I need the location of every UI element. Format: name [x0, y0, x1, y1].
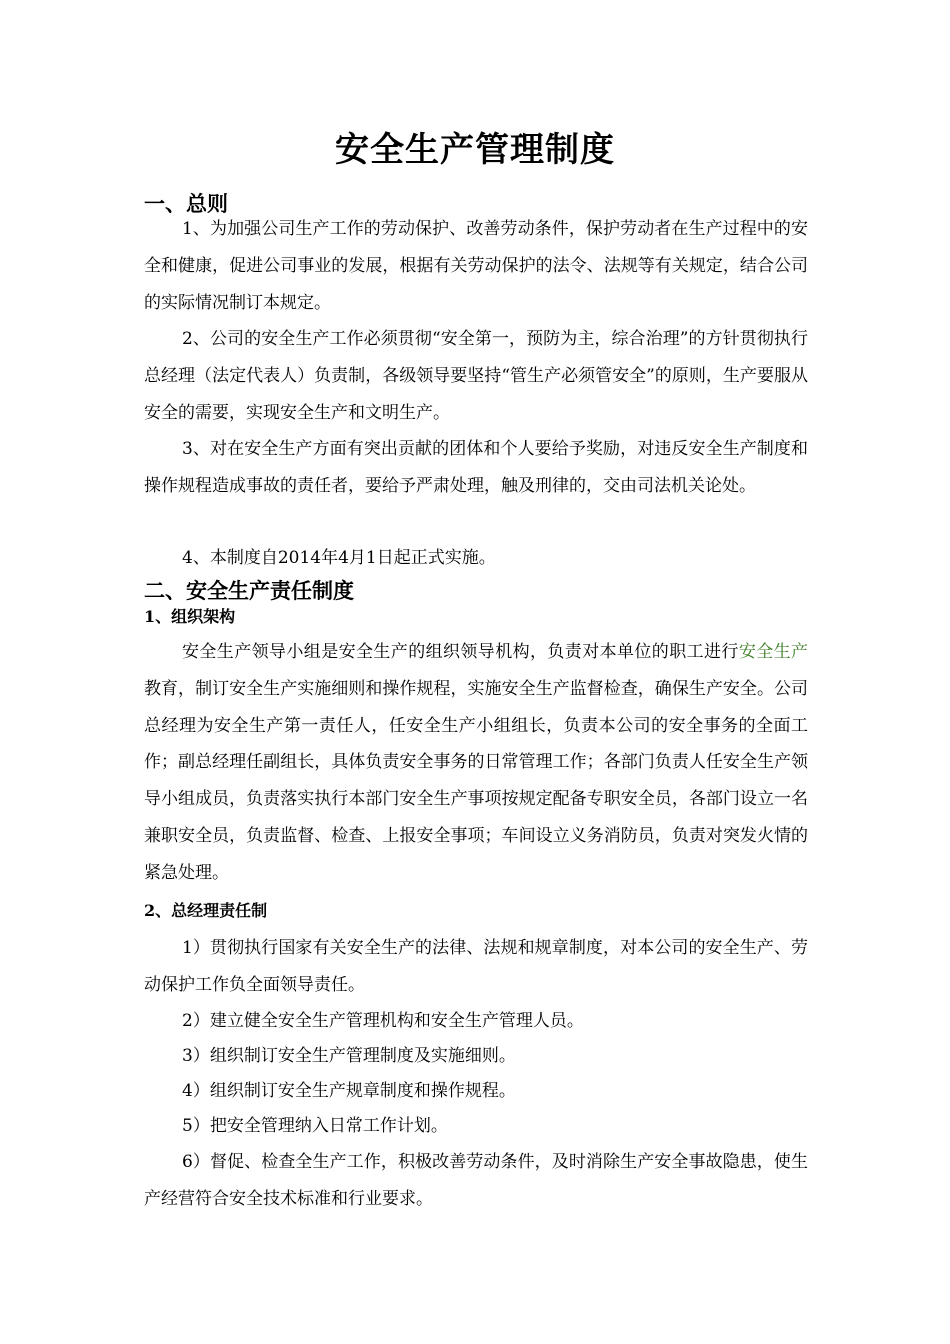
organization-text-end: 教育，制订安全生产实施细则和操作规程，实施安全生产监督检查，确保生产安全。公司总经理为安全生产第一责任人，任安全生产小组组长，负责本公司的安全事务的全面工作；副总经理任副组长，具体负责安全事务的日常管理工作；各部门负责人任安全生产领导小组成员，负责落实执行本部门安全生产事项按规定配备专职安全员，各部门设立一名兼职安全员，负责监督、检查、上报安全事项；车间设立义务消防员，负责对突发火情的紧急处理。 [144, 678, 808, 883]
paragraph-general-4: 4、本制度自2014年4月1日起正式实施。 [182, 548, 496, 568]
subsection-heading-gm-responsibility: 2、总经理责任制 [144, 901, 268, 920]
paragraph-organization [144, 634, 808, 892]
gm-item-6: 6）督促、检查全生产工作，积极改善劳动条件，及时消除生产安全事故隐患，使生产经营符合安全技术标准和行业要求。 [144, 1152, 808, 1209]
gm-item-3: 3）组织制订安全生产管理制度及实施细则。 [182, 1046, 516, 1066]
subsection-heading-organization: 1、组织架构 [144, 607, 236, 626]
gm-item-2: 2）建立健全安全生产管理机构和安全生产管理人员。 [182, 1011, 584, 1031]
section-heading-general: 一、总则 [144, 191, 228, 216]
paragraph-general-3: 3、对在安全生产方面有突出贡献的团体和个人要给予奖励，对违反安全生产制度和操作规程造成事故的责任者，要给予严肃处理，触及刑律的，交由司法机关论处。 [144, 439, 808, 496]
safety-production-link[interactable]: 安全生产 [738, 642, 809, 662]
gm-item-1: 1）贯彻执行国家有关安全生产的法律、法规和规章制度，对本公司的安全生产、劳动保护工作负全面领导责任。 [144, 938, 808, 995]
organization-text-start: 安全生产领导小组是安全生产的组织领导机构，负责对本单位的职工进行 [182, 642, 739, 662]
paragraph-general-2: 2、公司的安全生产工作必须贯彻“安全第一，预防为主，综合治理”的方针贯彻执行总经理（法定代表人）负责制，各级领导要坚持“管生产必须管安全”的原则，生产要服从安全的需要，实现安全生产和文明生产。 [144, 329, 808, 423]
gm-item-4: 4）组织制订安全生产规章制度和操作规程。 [182, 1081, 516, 1101]
document-title: 安全生产管理制度 [335, 130, 615, 170]
gm-item-5: 5）把安全管理纳入日常工作计划。 [182, 1116, 448, 1136]
section-heading-responsibility: 二、安全生产责任制度 [144, 578, 354, 603]
paragraph-general-1: 1、为加强公司生产工作的劳动保护、改善劳动条件，保护劳动者在生产过程中的安全和健康，促进公司事业的发展，根据有关劳动保护的法令、法规等有关规定，结合公司的实际情况制订本规定。 [144, 219, 808, 313]
